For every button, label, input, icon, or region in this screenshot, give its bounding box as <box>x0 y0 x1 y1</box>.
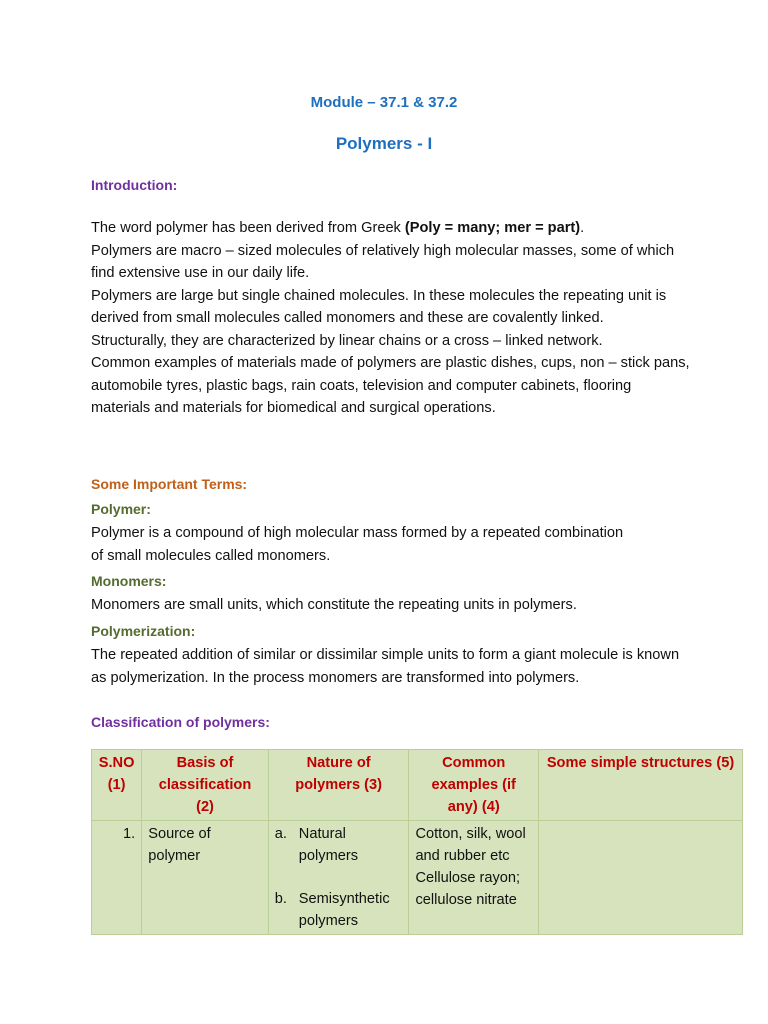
polymerization-heading: Polymerization: <box>91 623 196 639</box>
row-nature <box>268 821 409 935</box>
nature-item: b. Semisynthetic polymers <box>274 891 390 929</box>
row-structures <box>539 821 743 935</box>
classification-table <box>91 749 743 935</box>
column-header: S.NO (1) <box>92 750 142 821</box>
monomers-heading: Monomers: <box>91 573 167 589</box>
intro-sentence-3: Polymers are large but single chained molecules. In these molecules the repeating unit is derived from small molecules called monomers and these are covalently linked. <box>91 287 667 326</box>
introduction-text <box>91 217 691 420</box>
example-item: Cellulose rayon; cellulose nitrate <box>415 870 521 908</box>
row-basis: Source of polymer <box>142 821 269 935</box>
important-terms-heading: Some Important Terms: <box>91 476 248 492</box>
classification-heading: Classification of polymers: <box>91 714 270 730</box>
polymerization-definition: The repeated addition of similar or dissimilar simple units to form a giant molecule is known as polymerization. In the process monomers are transformed into polymers. <box>91 647 680 686</box>
intro-sentence-2: Polymers are macro – sized molecules of relatively high molecular masses, some of which find extensive use in our daily life. <box>91 242 675 281</box>
row-examples <box>409 821 539 935</box>
example-item: Cotton, silk, wool and rubber etc <box>415 826 526 864</box>
table-row <box>92 821 743 935</box>
polymer-heading: Polymer: <box>91 501 151 517</box>
nature-item: a. Natural polymers <box>274 826 358 864</box>
intro-sentence-1: The word polymer has been derived from Greek (Poly = many; mer = part). <box>91 220 585 236</box>
column-header: Nature of polymers (3) <box>268 750 409 821</box>
polymer-definition: Polymer is a compound of high molecular mass formed by a repeated combination of small molecules called monomers. <box>91 525 624 564</box>
column-header: Basis of classification (2) <box>142 750 269 821</box>
module-label: Module – 37.1 & 37.2 <box>310 94 458 111</box>
row-sno: 1. <box>92 821 142 935</box>
introduction-heading: Introduction: <box>91 177 178 193</box>
page-title: Polymers - I <box>335 134 433 153</box>
column-header: Common examples (if any) (4) <box>409 750 539 821</box>
table-header-row <box>92 750 743 821</box>
column-header: Some simple structures (5) <box>539 750 743 821</box>
intro-sentence-5: Common examples of materials made of polymers are plastic dishes, cups, non – stick pans, automobile tyres, plastic bags, rain coats, television and computer cabinets, flooring materials and materials for biomedical and surgical operations. <box>91 355 690 416</box>
intro-sentence-4: Structurally, they are characterized by linear chains or a cross – linked network. <box>91 332 603 349</box>
monomers-definition: Monomers are small units, which constitute the repeating units in polymers. <box>91 597 577 613</box>
